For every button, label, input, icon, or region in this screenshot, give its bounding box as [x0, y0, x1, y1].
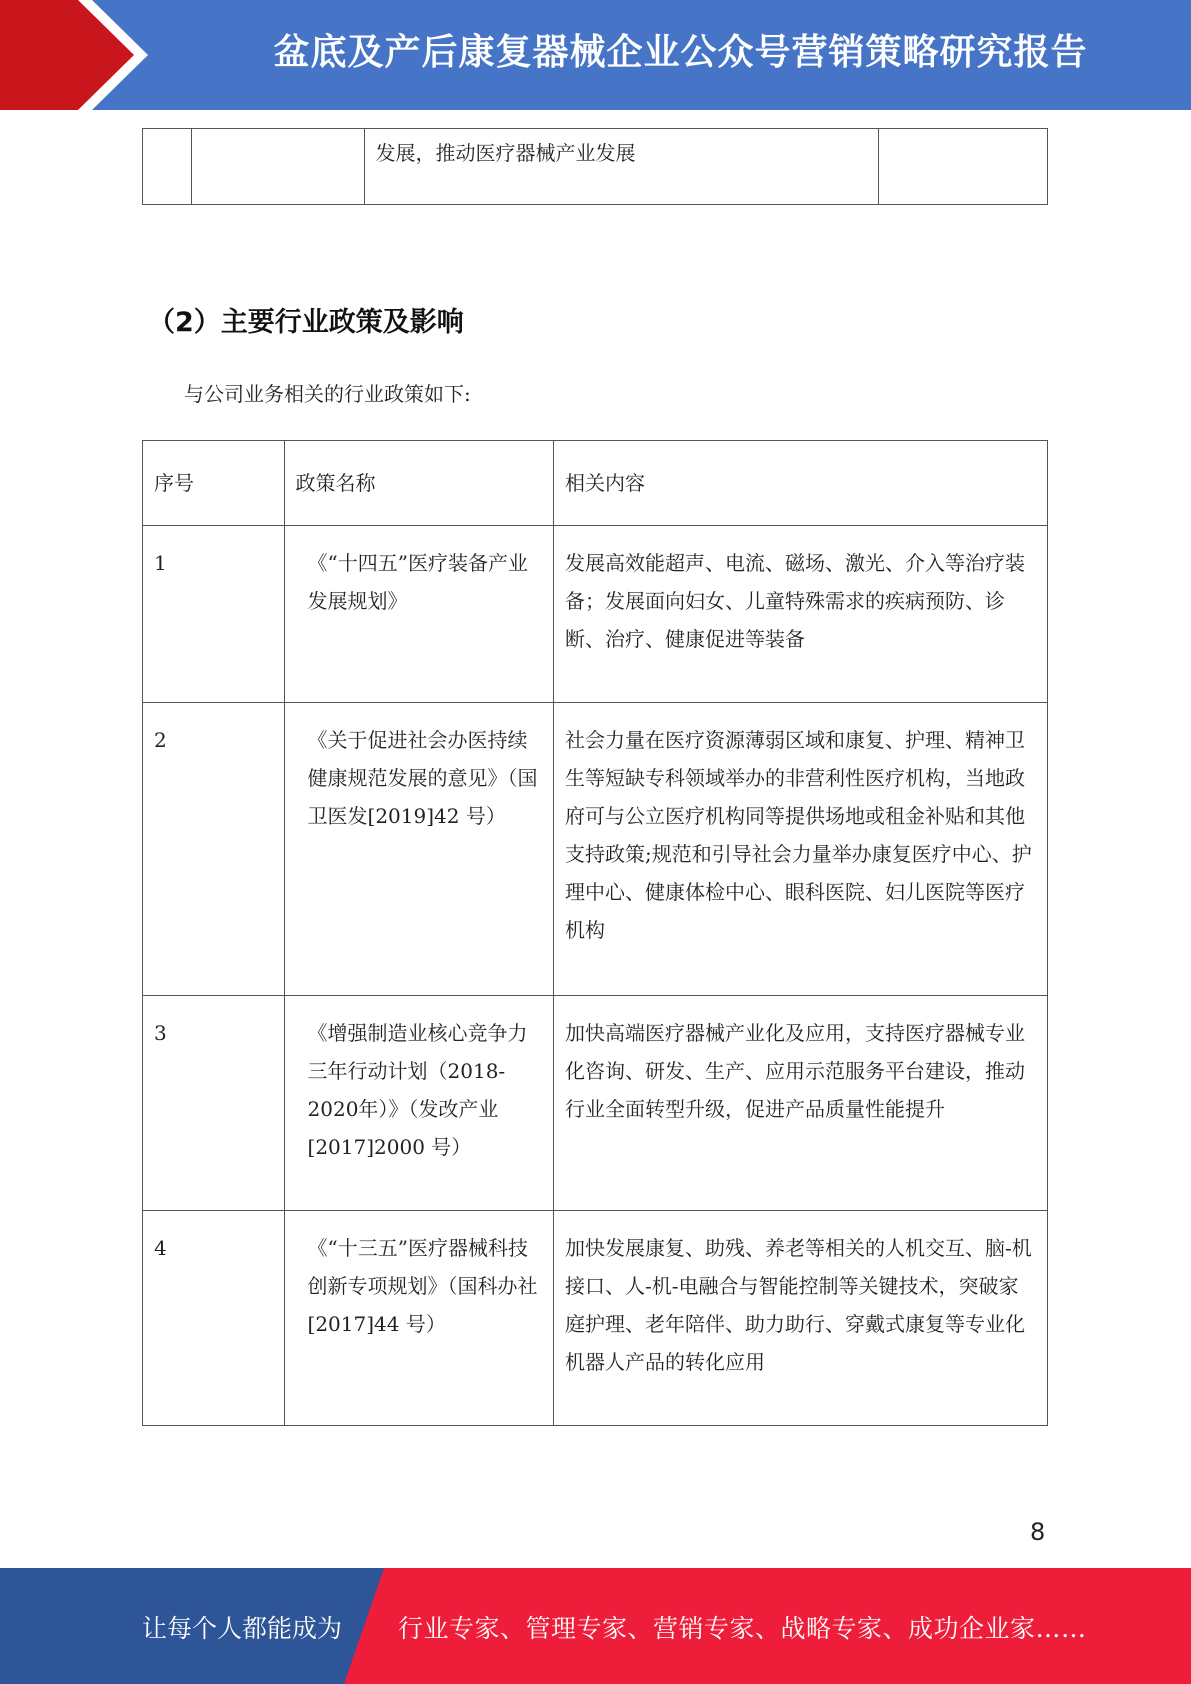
- table-row: [143, 996, 1048, 1211]
- header-cell-content: 相关内容: [553, 441, 1047, 526]
- policy-name: 《关于促进社会办医持续健康规范发展的意见》（国卫医发[2019]42 号）: [307, 728, 538, 828]
- section-heading: （2）主要行业政策及影响: [148, 307, 464, 338]
- header-chevron-graphic: [0, 0, 160, 110]
- policy-name: 《“十三五”医疗器械科技创新专项规划》（国科办社[2017]44 号）: [307, 1236, 538, 1336]
- cell-no: 2: [143, 703, 285, 996]
- header-cell-name: 政策名称: [284, 441, 553, 526]
- cell-content: 加快发展康复、助残、养老等相关的人机交互、脑-机接口、人-机-电融合与智能控制等关键技术，突破家庭护理、老年陪伴、助力助行、穿戴式康复等专业化机器人产品的转化应用: [553, 1211, 1047, 1426]
- policy-name: 《“十四五”医疗装备产业发展规划》: [307, 551, 528, 613]
- cell-no: 3: [143, 996, 285, 1211]
- header-title: 盆底及产后康复器械企业公众号营销策略研究报告: [273, 32, 1088, 73]
- intro-paragraph: 与公司业务相关的行业政策如下:: [184, 382, 471, 406]
- footer-slogan-right: 行业专家、管理专家、营销专家、战略专家、成功企业家……: [398, 1614, 1087, 1643]
- table-cell: [143, 129, 192, 205]
- continued-table: [142, 128, 1048, 205]
- table-row: [143, 129, 1048, 205]
- policy-name: 《增强制造业核心竞争力三年行动计划（2018-2020年）》（发改产业[2017]2000 号）: [307, 1021, 528, 1159]
- page-number: 8: [1030, 1518, 1046, 1546]
- table-row: [143, 526, 1048, 703]
- cell-content: 加快高端医疗器械产业化及应用，支持医疗器械专业化咨询、研发、生产、应用示范服务平台建设，推动行业全面转型升级，促进产品质量性能提升: [553, 996, 1047, 1211]
- cell-name: [284, 526, 553, 703]
- table-cell: [191, 129, 364, 205]
- table-cell: 发展，推动医疗器械产业发展: [364, 129, 879, 205]
- table-cell: [879, 129, 1048, 205]
- page-header: [0, 0, 1191, 110]
- table-header-row: [143, 441, 1048, 526]
- cell-content: 社会力量在医疗资源薄弱区域和康复、护理、精神卫生等短缺专科领域举办的非营利性医疗机构，当地政府可与公立医疗机构同等提供场地或租金补贴和其他支持政策;规范和引导社会力量举办康复医疗中心、护理中心、健康体检中心、眼科医院、妇儿医院等医疗机构: [553, 703, 1047, 996]
- cell-name: [284, 996, 553, 1211]
- cell-no: 4: [143, 1211, 285, 1426]
- policy-table: [142, 440, 1048, 1426]
- cell-name: [284, 703, 553, 996]
- page-footer: [0, 1568, 1191, 1684]
- cell-content: 发展高效能超声、电流、磁场、激光、介入等治疗装备；发展面向妇女、儿童特殊需求的疾病预防、诊断、治疗、健康促进等装备: [553, 526, 1047, 703]
- table-row: [143, 703, 1048, 996]
- table-row: [143, 1211, 1048, 1426]
- cell-no: 1: [143, 526, 285, 703]
- cell-name: [284, 1211, 553, 1426]
- header-cell-no: 序号: [143, 441, 285, 526]
- footer-slogan-left: 让每个人都能成为: [142, 1614, 343, 1643]
